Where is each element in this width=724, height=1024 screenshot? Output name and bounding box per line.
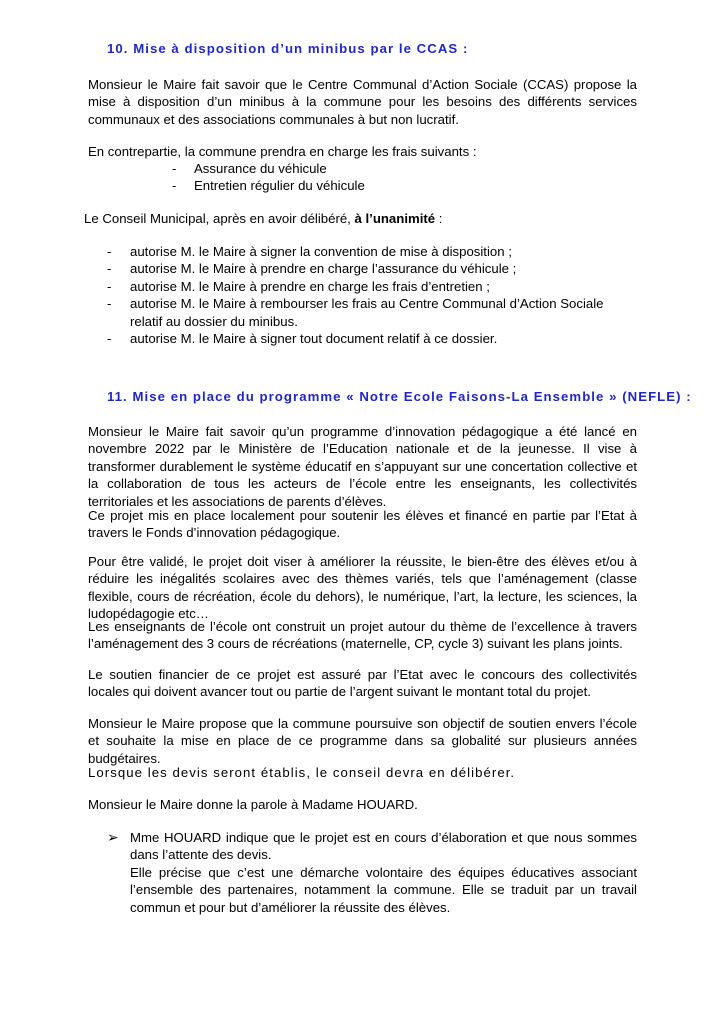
list-item [107, 260, 627, 277]
list-item-text: autorise M. le Maire à signer la convention de mise à disposition ; [130, 244, 512, 259]
list-dash: - [107, 244, 112, 259]
list-item-text: autorise M. le Maire à prendre en charge l’assurance du véhicule ; [130, 261, 517, 277]
section-10-heading: 10. Mise à disposition d’un minibus par le CCAS : [107, 41, 469, 56]
list-item [107, 330, 627, 347]
list-item-text: Assurance du véhicule [194, 161, 327, 176]
devis-line: Lorsque les devis seront établis, le conseil devra en délibérer. [88, 765, 516, 780]
resolutions-list [107, 243, 627, 347]
list-item-text: autorise M. le Maire à signer tout document relatif à ce dossier. [130, 331, 498, 347]
section-10-intro: Monsieur le Maire fait savoir que le Centre Communal d’Action Sociale (CCAS) propose la mise à disposition d’un minibus à la commune pour les besoins des différents services communaux et des associations communales à but non lucratif. [88, 77, 637, 127]
list-dash: - [107, 296, 112, 312]
arrow-bullet-icon: ➢ [107, 829, 119, 845]
council-prefix: Le Conseil Municipal, après en avoir délibéré, [84, 211, 351, 226]
section-11-paragraph-4: Les enseignants de l’école ont construit un projet autour du thème de l’excellence à travers l’aménagement des 3 cours de récréations (maternelle, CP, cycle 3) suivant les plans joints. [88, 619, 637, 652]
houard-paragraph-2: Elle précise que c’est une démarche volontaire des équipes éducatives associant l’ensemble des partenaires, notamment la commune. Elle se traduit par un travail commun et pour but d’améliorer la réussite des élèves. [130, 864, 637, 915]
parole-line: Monsieur le Maire donne la parole à Madame HOUARD. [88, 797, 418, 812]
list-item [172, 160, 472, 177]
list-item [172, 177, 472, 194]
section-11-heading: 11. Mise en place du programme « Notre Ecole Faisons-La Ensemble » (NEFLE) : [107, 389, 692, 404]
list-dash: - [107, 261, 112, 277]
list-item [107, 278, 627, 295]
list-item-text: autorise M. le Maire à prendre en charge les frais d’entretien ; [130, 278, 490, 294]
section-11-paragraph-1: Monsieur le Maire fait savoir qu’un programme d’innovation pédagogique a été lancé en novembre 2022 par le Ministère de l’Education nationale et de la jeunesse. Il vise à transformer durablement le système éducatif en s’appuyant sur une concertation collective et la collaboration de tous les acteurs de l’école entre les enseignants, les collectivités territoriales et les associations de parents d’élèves. [88, 424, 637, 509]
houard-statement [107, 829, 637, 916]
list-dash: - [107, 278, 112, 294]
section-11-paragraph-2: Ce projet mis en place localement pour soutenir les élèves et financé en partie par l’Etat à travers le Fonds d’innovation pédagogique. [88, 508, 637, 541]
counterpart-list [172, 160, 472, 195]
council-decision [84, 210, 633, 227]
list-dash: - [107, 331, 112, 347]
list-item [107, 243, 627, 260]
list-item-text: Entretien régulier du véhicule [194, 178, 365, 194]
council-suffix: : [438, 211, 443, 226]
list-item-text: autorise M. le Maire à rembourser les frais au Centre Communal d’Action Sociale relatif au dossier du minibus. [130, 296, 604, 329]
council-unanimity: à l’unanimité [354, 211, 436, 226]
houard-paragraph-1: Mme HOUARD indique que le projet est en cours d’élaboration et que nous sommes dans l’attente des devis. [130, 830, 637, 863]
list-dash: - [172, 178, 177, 194]
section-11-paragraph-6: Monsieur le Maire propose que la commune poursuive son objectif de soutien envers l’école et souhaite la mise en place de ce programme dans sa globalité sur plusieurs années budgétaires. [88, 716, 637, 766]
section-11-paragraph-5: Le soutien financier de ce projet est assuré par l’Etat avec le concours des collectivités locales qui doivent avancer tout ou partie de l’argent suivant le montant total du projet. [88, 667, 637, 700]
list-item [107, 295, 627, 330]
counterpart-text: En contrepartie, la commune prendra en charge les frais suivants : [88, 144, 477, 159]
section-11-paragraph-3: Pour être validé, le projet doit viser à améliorer la réussite, le bien-être des élèves et/ou à réduire les inégalités scolaires avec des thèmes variés, tels que l’aménagement (classe flexible, cours de récréation, école du dehors), le numérique, l’art, la lecture, les sciences, la ludopédagogie etc… [88, 554, 637, 622]
list-dash: - [172, 161, 177, 176]
